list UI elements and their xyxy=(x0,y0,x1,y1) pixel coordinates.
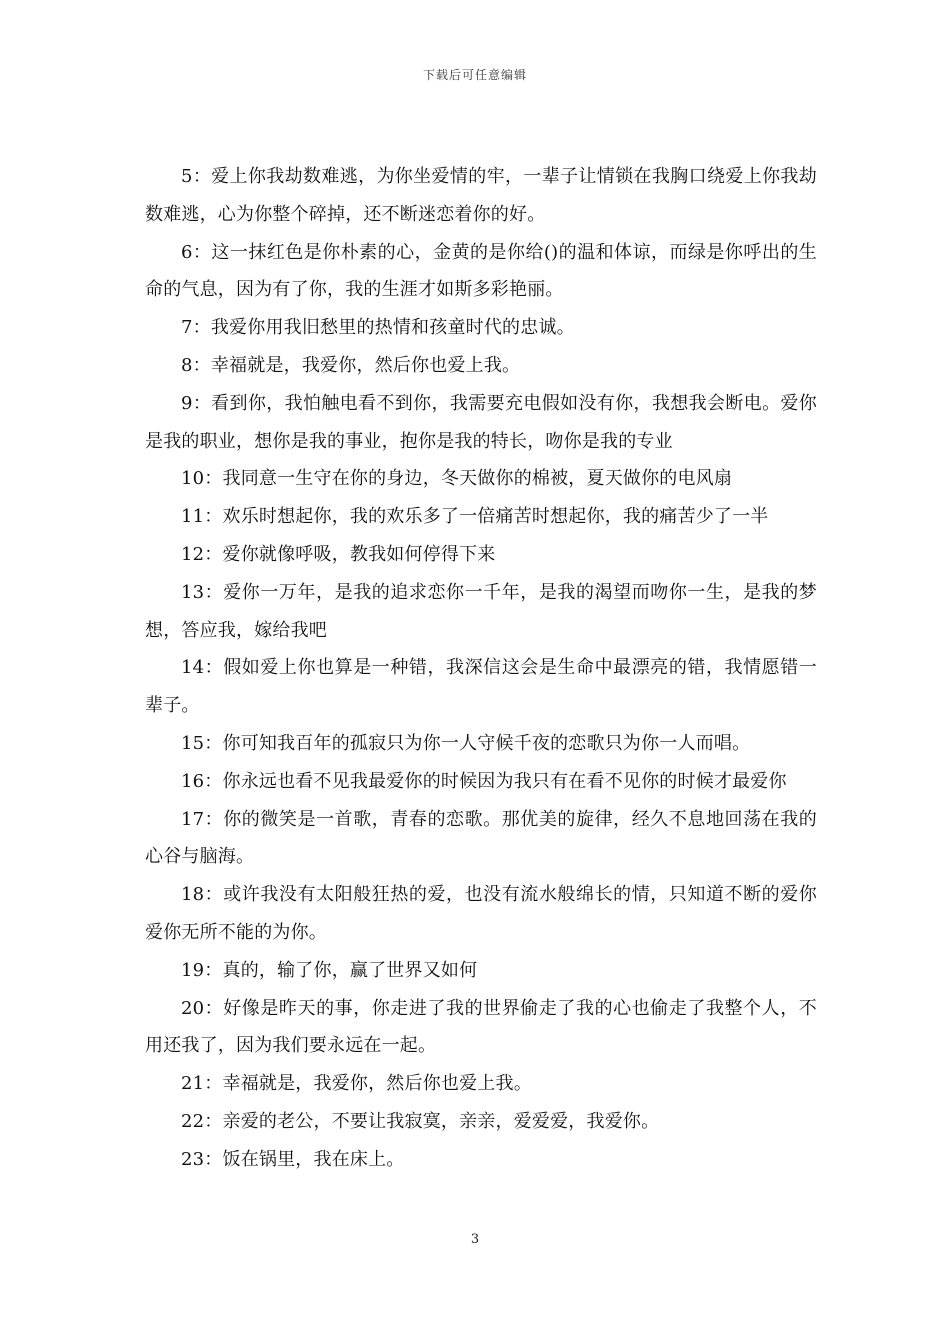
paragraph-16: 16：你永远也看不见我最爱你的时候因为我只有在看不见你的时候才最爱你 xyxy=(181,770,787,792)
paragraph-20: 20：好像是昨天的事，你走进了我的世界偷走了我的心也偷走了我整个人，不用还我了，因为我们要永远在一起。 xyxy=(145,997,817,1057)
page-number: 3 xyxy=(470,1232,480,1247)
page-header: 下载后可任意编辑 xyxy=(422,68,527,82)
paragraph-18: 18：或许我没有太阳般狂热的爱，也没有流水般绵长的情，只知道不断的爱你爱你无所不能的为你。 xyxy=(145,884,817,943)
paragraph-23: 23：饭在锅里，我在床上。 xyxy=(181,1148,405,1170)
paragraph-21: 21：幸福就是，我爱你，然后你也爱上我。 xyxy=(181,1073,532,1095)
paragraph-7: 7：我爱你用我旧愁里的热情和孩童时代的忠诚。 xyxy=(181,317,575,339)
paragraph-22: 22：亲爱的老公，不要让我寂寞，亲亲，爱爱爱，我爱你。 xyxy=(181,1110,660,1132)
paragraph-19: 19：真的，输了你，赢了世界又如何 xyxy=(181,959,478,981)
paragraph-17: 17：你的微笑是一首歌，青春的恋歌。那优美的旋律，经久不息地回荡在我的心谷与脑海。 xyxy=(145,808,817,868)
paragraph-6: 6：这一抹红色是你朴素的心，金黄的是你给()的温和体谅，而绿是你呼出的生命的气息，因为有了你，我的生涯才如斯多彩艳丽。 xyxy=(145,241,817,301)
paragraph-13: 13：爱你一万年，是我的追求恋你一千年，是我的渴望而吻你一生，是我的梦想，答应我，嫁给我吧 xyxy=(145,581,817,641)
paragraph-9: 9：看到你，我怕触电看不到你，我需要充电假如没有你，我想我会断电。爱你是我的职业，想你是我的事业，抱你是我的特长，吻你是我的专业 xyxy=(145,392,817,452)
paragraph-11: 11：欢乐时想起你，我的欢乐多了一倍痛苦时想起你，我的痛苦少了一半 xyxy=(181,506,769,528)
paragraph-14: 14：假如爱上你也算是一种错，我深信这会是生命中最漂亮的错，我情愿错一辈子。 xyxy=(145,657,817,717)
paragraph-5: 5：爱上你我劫数难逃，为你坐爱情的牢，一辈子让情锁在我胸口绕爱上你我劫数难逃，心为你整个碎掉，还不断迷恋着你的好。 xyxy=(145,166,817,225)
paragraph-10: 10：我同意一生守在你的身边，冬天做你的棉被，夏天做你的电风扇 xyxy=(181,468,733,490)
paragraph-8: 8：幸福就是，我爱你，然后你也爱上我。 xyxy=(181,354,521,376)
document-body xyxy=(145,158,817,1179)
paragraph-15: 15：你可知我百年的孤寂只为你一人守候千夜的恋歌只为你一人而唱。 xyxy=(181,732,751,754)
paragraph-12: 12：爱你就像呼吸，教我如何停得下来 xyxy=(181,543,496,565)
